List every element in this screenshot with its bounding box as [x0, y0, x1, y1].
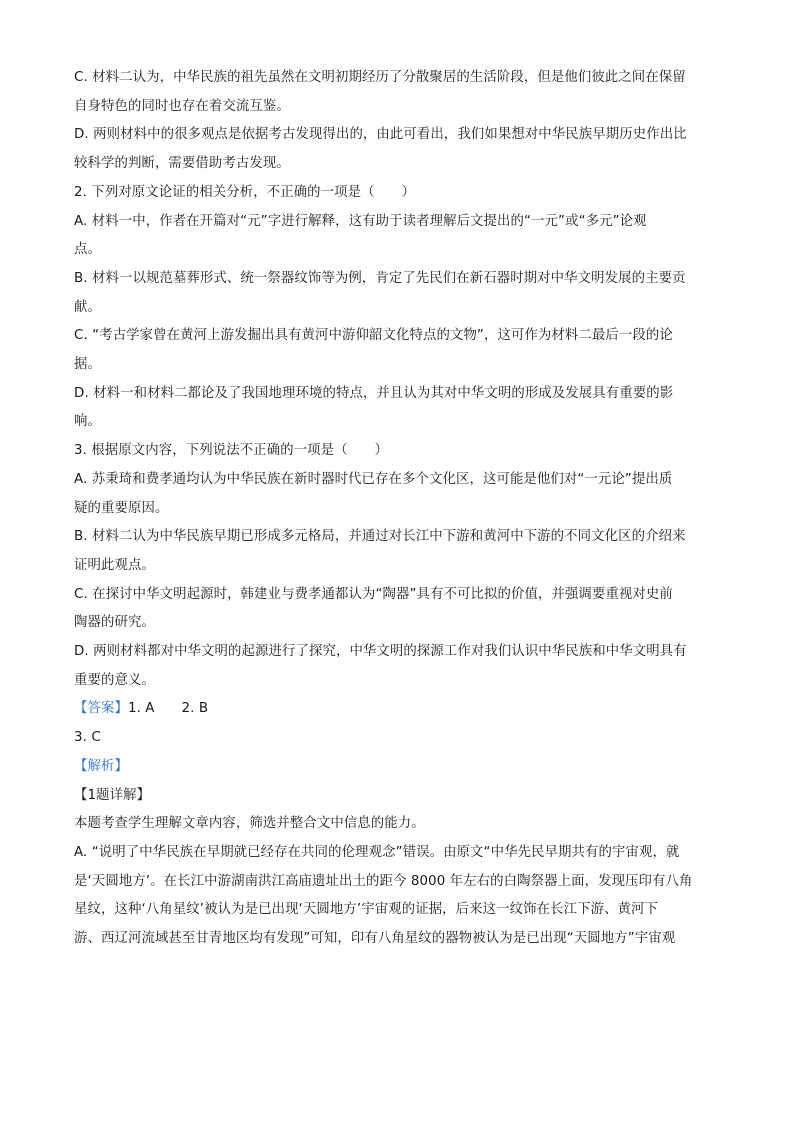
option-1d-line: D. 两则材料中的很多观点是依据考古发现得出的，由此可看出，我们如果想对中华民族早期历史作出比 [74, 127, 687, 143]
answer-values: 1. A 2. B [127, 701, 209, 717]
option-1c-line: 自身特色的同时也存在着交流互鉴。 [74, 98, 290, 114]
detail-line: 游、西辽河流域甚至甘青地区均有发现”可知，印有八角星纹的器物被认为是已出现“天圆地方”宇宙观 [74, 931, 676, 947]
option-2a-line: 点。 [74, 242, 101, 258]
option-3c-line: C. 在探讨中华文明起源时，韩建业与费孝通都认为“陶器”具有不可比拟的价值，并强调要重视对史前 [74, 586, 673, 602]
answer-line-2: 3. C [74, 730, 101, 746]
option-2c-line: 据。 [74, 357, 101, 373]
option-1d-line: 较科学的判断，需要借助考古发现。 [74, 156, 290, 172]
detail-line: 星纹，这种‘八角星纹’被认为是已出现‘天圆地方’宇宙观的证据，后来这一纹饰在长江下游、黄河下 [74, 902, 659, 918]
option-2d-line: 响。 [74, 414, 101, 430]
option-3a-line: A. 苏秉琦和费孝通均认为中华民族在新时器时代已存在多个文化区，这可能是他们对“一元论”提出质 [74, 471, 673, 487]
option-3c-line: 陶器的研究。 [74, 615, 155, 631]
document-body [74, 64, 724, 954]
option-2b-line: 献。 [74, 299, 101, 315]
option-3d-line: 重要的意义。 [74, 672, 155, 688]
option-3b-line: B. 材料二认为中华民族早期已形成多元格局，并通过对长江中下游和黄河中下游的不同文化区的介绍来 [74, 529, 686, 545]
option-3d-line: D. 两则材料都对中华文明的起源进行了探究，中华文明的探源工作对我们认识中华民族和中华文明具有 [74, 644, 687, 660]
option-2c-line: C. “考古学家曾在黄河上游发掘出具有黄河中游仰韶文化特点的文物”，这可作为材料二最后一段的论 [74, 328, 673, 344]
answer-label: 【答案】 [74, 701, 128, 717]
detail-title: 【1题详解】 [74, 787, 151, 803]
question-3-stem: 3. 根据原文内容，下列说法不正确的一项是（ ） [74, 443, 389, 459]
option-2b-line: B. 材料一以规范墓葬形式、统一祭器纹饰等为例，肯定了先民们在新石器时期对中华文明发展的主要贡 [74, 270, 686, 286]
option-1c-line: C. 材料二认为，中华民族的祖先虽然在文明初期经历了分散聚居的生活阶段，但是他们彼此之间在保留 [74, 70, 686, 85]
question-2-stem: 2. 下列对原文论证的相关分析，不正确的一项是（ ） [74, 184, 416, 200]
detail-line: A. “说明了中华民族在早期就已经存在共同的伦理观念”错误。由原文“中华先民早期共有的宇宙观，就 [74, 844, 680, 860]
option-2d-line: D. 材料一和材料二都论及了我国地理环境的特点，并且认为其对中华文明的形成及发展具有重要的影 [74, 385, 674, 401]
detail-line: 是‘天圆地方’。在长江中游湖南洪江高庙遗址出土的距今 8000 年左右的白陶祭器上面，发现压印有八角 [74, 873, 693, 889]
option-2a-line: A. 材料一中，作者在开篇对“元”字进行解释，这有助于读者理解后文提出的“一元”或“多元”论观 [74, 213, 647, 229]
analysis-label: 【解析】 [74, 758, 128, 774]
option-3a-line: 疑的重要原因。 [74, 500, 169, 516]
detail-line: 本题考查学生理解文章内容，筛选并整合文中信息的能力。 [74, 816, 425, 832]
option-3b-line: 证明此观点。 [74, 557, 155, 573]
answer-line [74, 695, 724, 724]
